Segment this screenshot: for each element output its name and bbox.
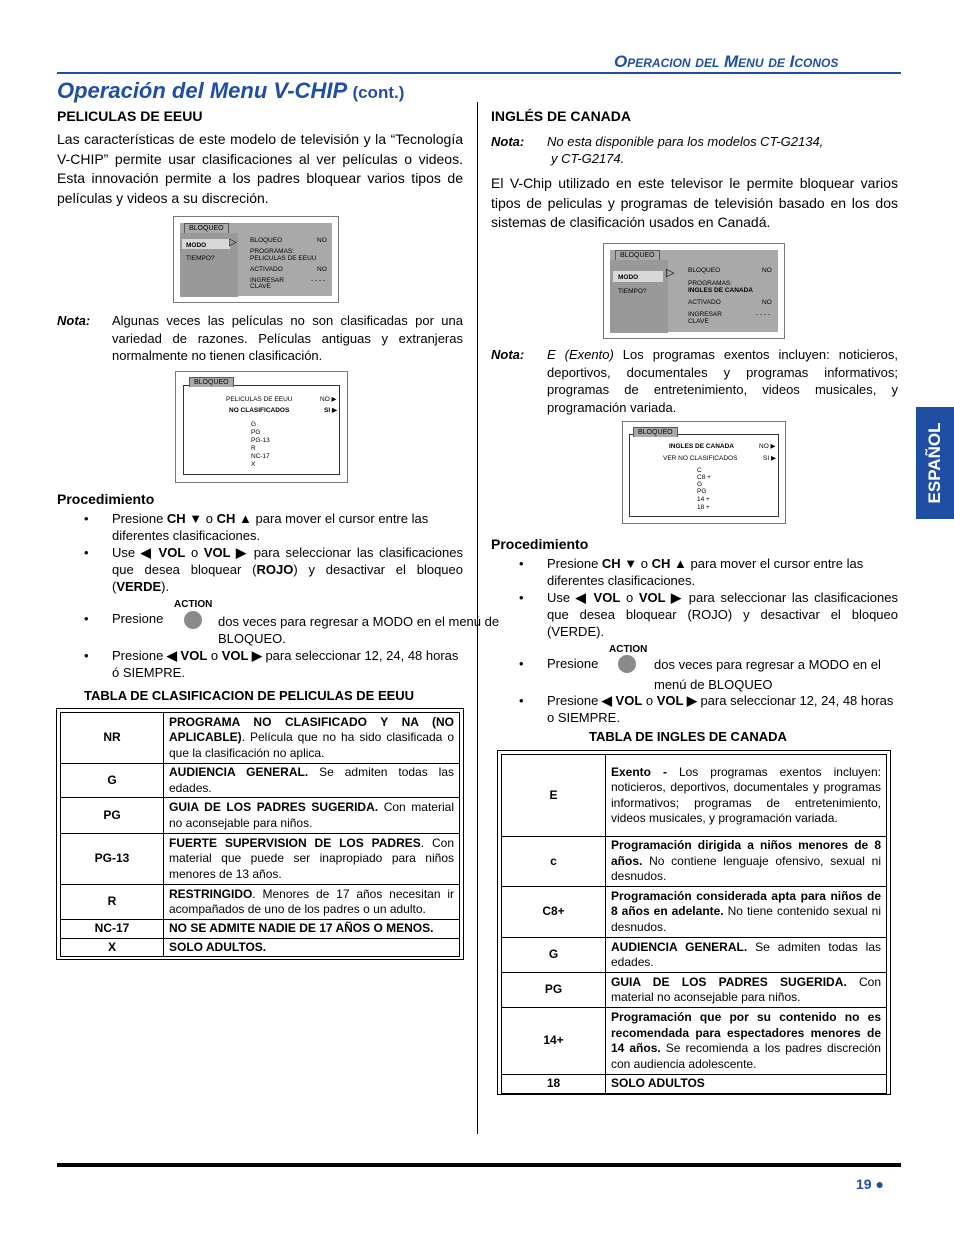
footer-rule <box>57 1163 901 1167</box>
screen-rating: PG <box>251 429 261 436</box>
screen-row-value: SI ▶ <box>324 407 337 414</box>
screen-row-value: - - - - <box>311 277 326 284</box>
us-ratings-table <box>60 712 460 957</box>
screen-rating: C8 + <box>697 474 711 481</box>
screen-tab: BLOQUEO <box>633 427 678 437</box>
left-step-1: • Presione CH ▼ o CH ▲ para mover el cursor entre las diferentes clasificaciones. <box>84 511 429 543</box>
left-step-4: • Presione ◀ VOL o VOL ▶ para seleccionar 12, 24, 48 horas ó SIEMPRE. <box>84 648 459 680</box>
rating-description: AUDIENCIA GENERAL. Se admiten todas las edades. <box>164 764 460 798</box>
rating-code: R <box>61 885 164 920</box>
right-step-3: • Presione dos veces para regresar a MODO en el menú de BLOQUEO <box>519 656 881 692</box>
action-label: ACTION <box>609 644 648 655</box>
screen-rating: PG <box>697 488 707 495</box>
screen-row-value: PELICULAS DE EEUU <box>250 255 317 262</box>
right-table-title: TABLA DE INGLES DE CANADA <box>589 729 787 744</box>
rating-code: c <box>502 837 606 887</box>
screen-row-label: PROGRAMAS: <box>688 280 733 287</box>
table-row <box>502 887 887 938</box>
screen-row-value: NO <box>762 267 772 274</box>
note-text: y CT-G2174. <box>551 151 625 166</box>
canada-ratings-table <box>501 754 887 1094</box>
screen-row-value: NO <box>317 237 327 244</box>
left-table-title: TABLA DE CLASIFICACION DE PELICULAS DE EEUU <box>84 688 415 703</box>
menu-screen-ratings <box>622 421 786 524</box>
left-intro: Las características de este modelo de televisión y la “Tecnología V-CHIP” permite usar clasificaciones al ver películas o videos. Esta innovación permite a los padres bloquear varios tipos de películas y videos a su discreción. <box>57 131 463 206</box>
screen-row-value: NO ▶ <box>759 443 776 450</box>
screen-row-value: NO <box>317 266 327 273</box>
table-row <box>61 713 460 764</box>
rating-description: Programación que por su contenido no es recomendada para espectadores menores de 14 años. Se recomienda a los padres discreción con audiencia adolescente. <box>606 1008 887 1075</box>
screen-tab: BLOQUEO <box>615 250 660 260</box>
screen-rating: C <box>697 467 702 474</box>
screen-row-value: SI ▶ <box>763 455 776 462</box>
rating-code: E <box>502 755 606 837</box>
screen-row-value: - - - - <box>756 311 771 318</box>
page-title-text: Operación del Menu V-CHIP <box>57 78 347 103</box>
table-row <box>61 764 460 798</box>
table-row <box>502 755 887 837</box>
screen-rating: NC-17 <box>251 453 270 460</box>
left-proc-heading: Procedimiento <box>57 491 155 507</box>
rating-description: RESTRINGIDO. Menores de 17 años necesitan ir acompañados de uno de los padres o un adulto. <box>164 885 460 920</box>
rating-description: Programación dirigida a niños menores de 8 años. No contiene lenguaje ofensivo, sexual ni desnudos. <box>606 837 887 887</box>
action-button-icon <box>184 611 202 629</box>
page-title <box>57 78 404 104</box>
table-row <box>61 920 460 939</box>
screen-row-value: NO ▶ <box>320 396 337 403</box>
note-text: Algunas veces las películas no son clasificadas por una variedad de razones. Películas antiguas y extranjeras normalmente no tienen clasificación. <box>112 313 463 363</box>
screen-rating: 18 + <box>697 504 710 511</box>
action-button-icon <box>618 655 636 673</box>
table-row <box>61 885 460 920</box>
rating-code: 14+ <box>502 1008 606 1075</box>
right-intro: El V-Chip utilizado en este televisor le permite bloquear varios tipos de peliculas y programas de televisión basado en los dos sistemas de clasificación usados en Canadá. <box>491 175 898 230</box>
rating-description: AUDIENCIA GENERAL. Se admiten todas las edades. <box>606 938 887 973</box>
note-text: E (Exento) Los programas exentos incluyen: noticieros, deportivos, documentales y programas informativos; programas de entretenimiento, videos musicales, y programación variada. <box>547 347 898 415</box>
left-heading: PELICULAS DE EEUU <box>57 108 203 124</box>
header-rule <box>57 72 901 74</box>
note-label: Nota: <box>491 347 525 362</box>
screen-item-tiempo: TIEMPO? <box>186 255 215 262</box>
rating-code: NC-17 <box>61 920 164 939</box>
screen-row-label: BLOQUEO <box>688 267 721 274</box>
rating-description: SOLO ADULTOS <box>606 1075 887 1094</box>
screen-row-label: CLAVE <box>250 283 271 290</box>
screen-row-label: PELICULAS DE EEUU <box>226 396 293 403</box>
rating-description: Exento - Los programas exentos incluyen: noticieros, deportivos, documentales y programas informativos; programas de entretenimiento, videos musicales, y programación variada. <box>606 755 887 837</box>
rating-description: GUIA DE LOS PADRES SUGERIDA. Con material no aconsejable para niños. <box>606 973 887 1008</box>
screen-row-label: VER NO CLASIFICADOS <box>663 455 738 462</box>
rating-description: GUIA DE LOS PADRES SUGERIDA. Con material no aconsejable para niños. <box>164 798 460 834</box>
screen-tab: BLOQUEO <box>189 377 234 387</box>
screen-row-label: BLOQUEO <box>250 237 283 244</box>
right-step-1: • Presione CH ▼ o CH ▲ para mover el cursor entre las diferentes clasificaciones. <box>519 556 864 588</box>
screen-item-tiempo: TIEMPO? <box>618 288 647 295</box>
menu-screen-bloqueo <box>173 216 339 303</box>
rating-description: Programación considerada apta para niños de 8 años en adelante. No tiene contenido sexual ni desnudos. <box>606 887 887 938</box>
rating-description: SOLO ADULTOS. <box>164 938 460 957</box>
screen-row-value: INGLES DE CANADA <box>688 287 754 294</box>
screen-row-label: PROGRAMAS: <box>250 248 295 255</box>
screen-item-modo: MODO <box>186 242 207 249</box>
cursor-arrow-icon: ▷ <box>666 267 675 279</box>
table-row <box>502 1008 887 1075</box>
rating-code: PG-13 <box>61 834 164 885</box>
table-row <box>61 938 460 957</box>
table-row <box>61 834 460 885</box>
menu-screen-ratings <box>175 371 348 483</box>
screen-row-label: CLAVE <box>688 318 709 325</box>
right-proc-heading: Procedimiento <box>491 536 589 552</box>
screen-rating: 14 + <box>697 496 710 503</box>
left-step-2: • Use ◀ VOL o VOL ▶ para seleccionar las clasificaciones que desea bloquear (ROJO) y desactivar el bloqueo (VERDE). <box>84 545 464 594</box>
right-step-2: • Use ◀ VOL o VOL ▶ para seleccionar las clasificaciones que desea bloquear (ROJO) y desactivar el bloqueo (VERDE). <box>519 590 898 639</box>
rating-code: G <box>502 938 606 973</box>
table-row <box>502 1075 887 1094</box>
rating-code: PG <box>61 798 164 834</box>
note-text: No esta disponible para los modelos CT-G2134, <box>547 134 824 149</box>
screen-row-label: NO CLASIFICADOS <box>229 407 290 414</box>
rating-description: FUERTE SUPERVISION DE LOS PADRES. Con material que puede ser inapropiado para niños menores de 13 años. <box>164 834 460 885</box>
rating-code: C8+ <box>502 887 606 938</box>
table-row <box>61 798 460 834</box>
language-tab <box>916 407 954 519</box>
screen-row-label: INGLES DE CANADA <box>669 443 735 450</box>
screen-rating: G <box>251 421 257 428</box>
rating-description: NO SE ADMITE NADIE DE 17 AÑOS O MENOS. <box>164 920 460 939</box>
rating-code: PG <box>502 973 606 1008</box>
right-heading: INGLÉS DE CANADA <box>491 108 632 124</box>
menu-screen-bloqueo <box>603 243 785 339</box>
rating-code: X <box>61 938 164 957</box>
screen-rating: G <box>697 481 703 488</box>
screen-row-value: NO <box>762 299 772 306</box>
screen-item-modo: MODO <box>618 274 639 281</box>
screen-rating: X <box>251 461 256 468</box>
rating-code: 18 <box>502 1075 606 1094</box>
page-title-cont: (cont.) <box>352 83 405 102</box>
screen-tab: BLOQUEO <box>184 223 229 233</box>
cursor-arrow-icon: ▷ <box>229 237 237 248</box>
rating-code: NR <box>61 713 164 764</box>
section-header: Operacion del Menu de Iconos <box>614 52 839 71</box>
screen-row-label: ACTIVADO <box>250 266 283 273</box>
table-row <box>502 938 887 973</box>
language-tab-label: ESPAÑOL <box>925 422 944 504</box>
screen-row-label: INGRESAR <box>250 277 284 284</box>
rating-code: G <box>61 764 164 798</box>
right-step-4: • Presione ◀ VOL o VOL ▶ para seleccionar 12, 24, 48 horas o SIEMPRE. <box>519 693 894 725</box>
rating-description: PROGRAMA NO CLASIFICADO Y NA (NO APLICABLE). Película que no ha sido clasificada o que la clasificación no aplica. <box>164 713 460 764</box>
page-number: 19 ● <box>856 1176 884 1192</box>
table-row <box>502 837 887 887</box>
screen-rating: PG-13 <box>251 437 270 444</box>
action-label: ACTION <box>174 599 213 610</box>
screen-row-label: INGRESAR <box>688 311 722 318</box>
screen-row-label: ACTIVADO <box>688 299 721 306</box>
note-label: Nota: <box>57 313 91 328</box>
screen-rating: R <box>251 445 256 452</box>
left-step-3: • Presione dos veces para regresar a MODO en el menú de BLOQUEO. <box>84 611 500 646</box>
table-row <box>502 973 887 1008</box>
note-label: Nota: <box>491 134 525 149</box>
